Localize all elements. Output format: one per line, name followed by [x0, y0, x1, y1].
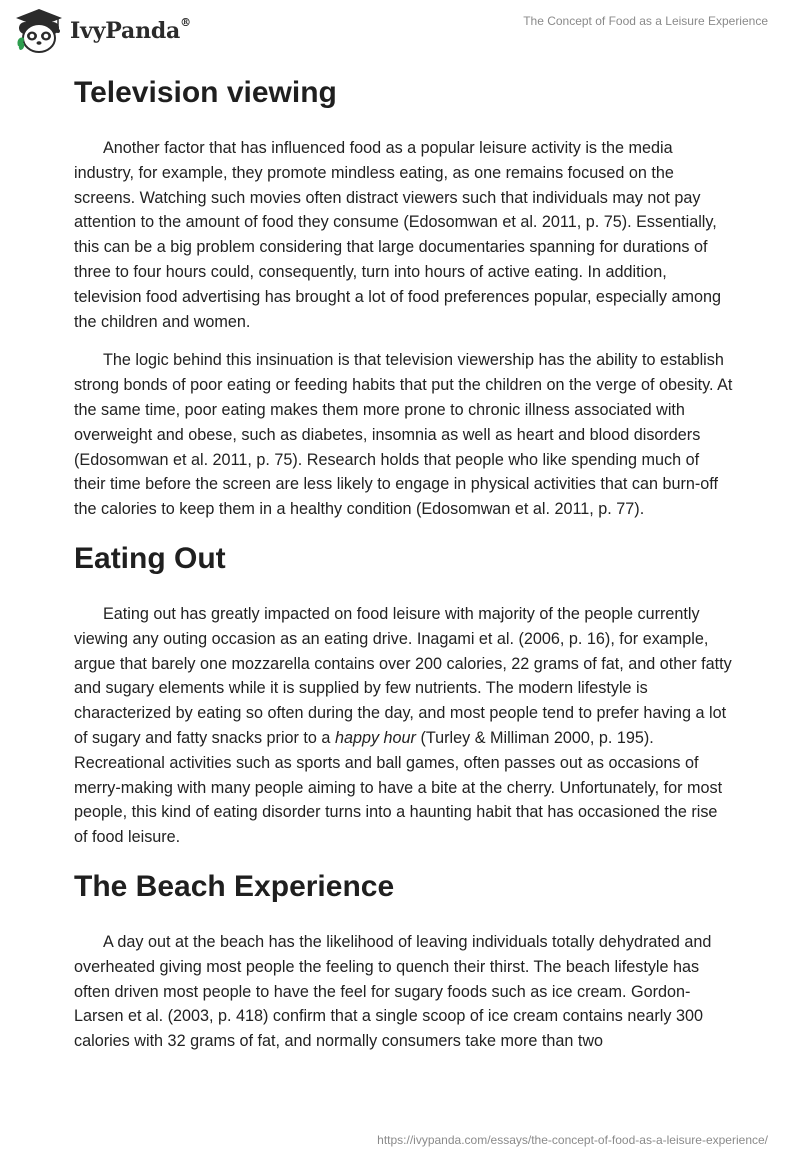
brand-name: IvyPanda® [70, 16, 191, 44]
paragraph-text: (Turley & Milliman 2000, p. 195). Recreational activities such as sports and ball games, often passes out as occasions of merry-making with many people aiming to have a bite at the cherry. Unfortunately, for most people, this kind of eating disorder turns into a haunting habit that has occasioned the rise of food leisure. [74, 728, 723, 847]
ivypanda-logo[interactable] [14, 8, 191, 54]
section-heading: Television viewing [74, 76, 337, 109]
paragraph: The logic behind this insinuation is that television viewership has the ability to establish strong bonds of poor eating or feeding habits that put the children on the verge of obesity. At the same time, poor eating makes them more prone to chronic illness associated with overweight and obese, such as diabetes, insomnia as well as heart and blood disorders (Edosomwan et al. 2011, p. 75). Research holds that people who like spending much of their time before the screen are less likely to engage in physical activities that can burn-off the calories to keep them in a healthy condition (Edosomwan et al. 2011, p. 77). [74, 351, 733, 519]
paragraph [74, 602, 734, 850]
paragraph-text: Eating out has greatly impacted on food leisure with majority of the people currently viewing any outing occasion as an eating drive. Inagami et al. (2006, p. 16), for example, argue that barely one mozzarella contains over 200 calories, 22 grams of fat, and other fatty and sugary elements while it is supplied by few nutrients. The modern lifestyle is characterized by eating so often during the day, and most people tend to prefer having a lot of sugary and fatty snacks prior to a [74, 604, 732, 747]
document-title: The Concept of Food as a Leisure Experience [523, 14, 768, 28]
paragraph: Another factor that has influenced food as a popular leisure activity is the media industry, for example, they promote mindless eating, as one remains focused on the screens. Watching such movies often distract viewers such that individuals may not pay attention to the amount of food they consume (Edosomwan et al. 2011, p. 75). Essentially, this can be a big problem considering that large documentaries spanning for durations of three to four hours could, consequently, turn into hours of active eating. In addition, television food advertising has brought a lot of food preferences popular, especially among the children and women. [74, 139, 722, 331]
registered-mark: ® [180, 16, 191, 29]
source-url[interactable]: https://ivypanda.com/essays/the-concept-of-food-as-a-leisure-experience/ [377, 1133, 768, 1147]
paragraph: A day out at the beach has the likelihood of leaving individuals totally dehydrated and overheated giving most people the feeling to quench their thirst. The beach lifestyle has often driven most people to have the feel for sugary foods such as ice cream. Gordon-Larsen et al. (2003, p. 418) confirm that a single scoop of ice cream contains nearly 300 calories with 32 grams of fat, and normally consumers take more than two [74, 932, 712, 1051]
section-heading: Eating Out [74, 541, 226, 575]
article-body [74, 70, 734, 1054]
panda-graduate-icon [14, 8, 64, 54]
section-heading: The Beach Experience [74, 869, 395, 903]
emphasis-text: happy hour [334, 728, 416, 747]
page-header [0, 0, 800, 60]
